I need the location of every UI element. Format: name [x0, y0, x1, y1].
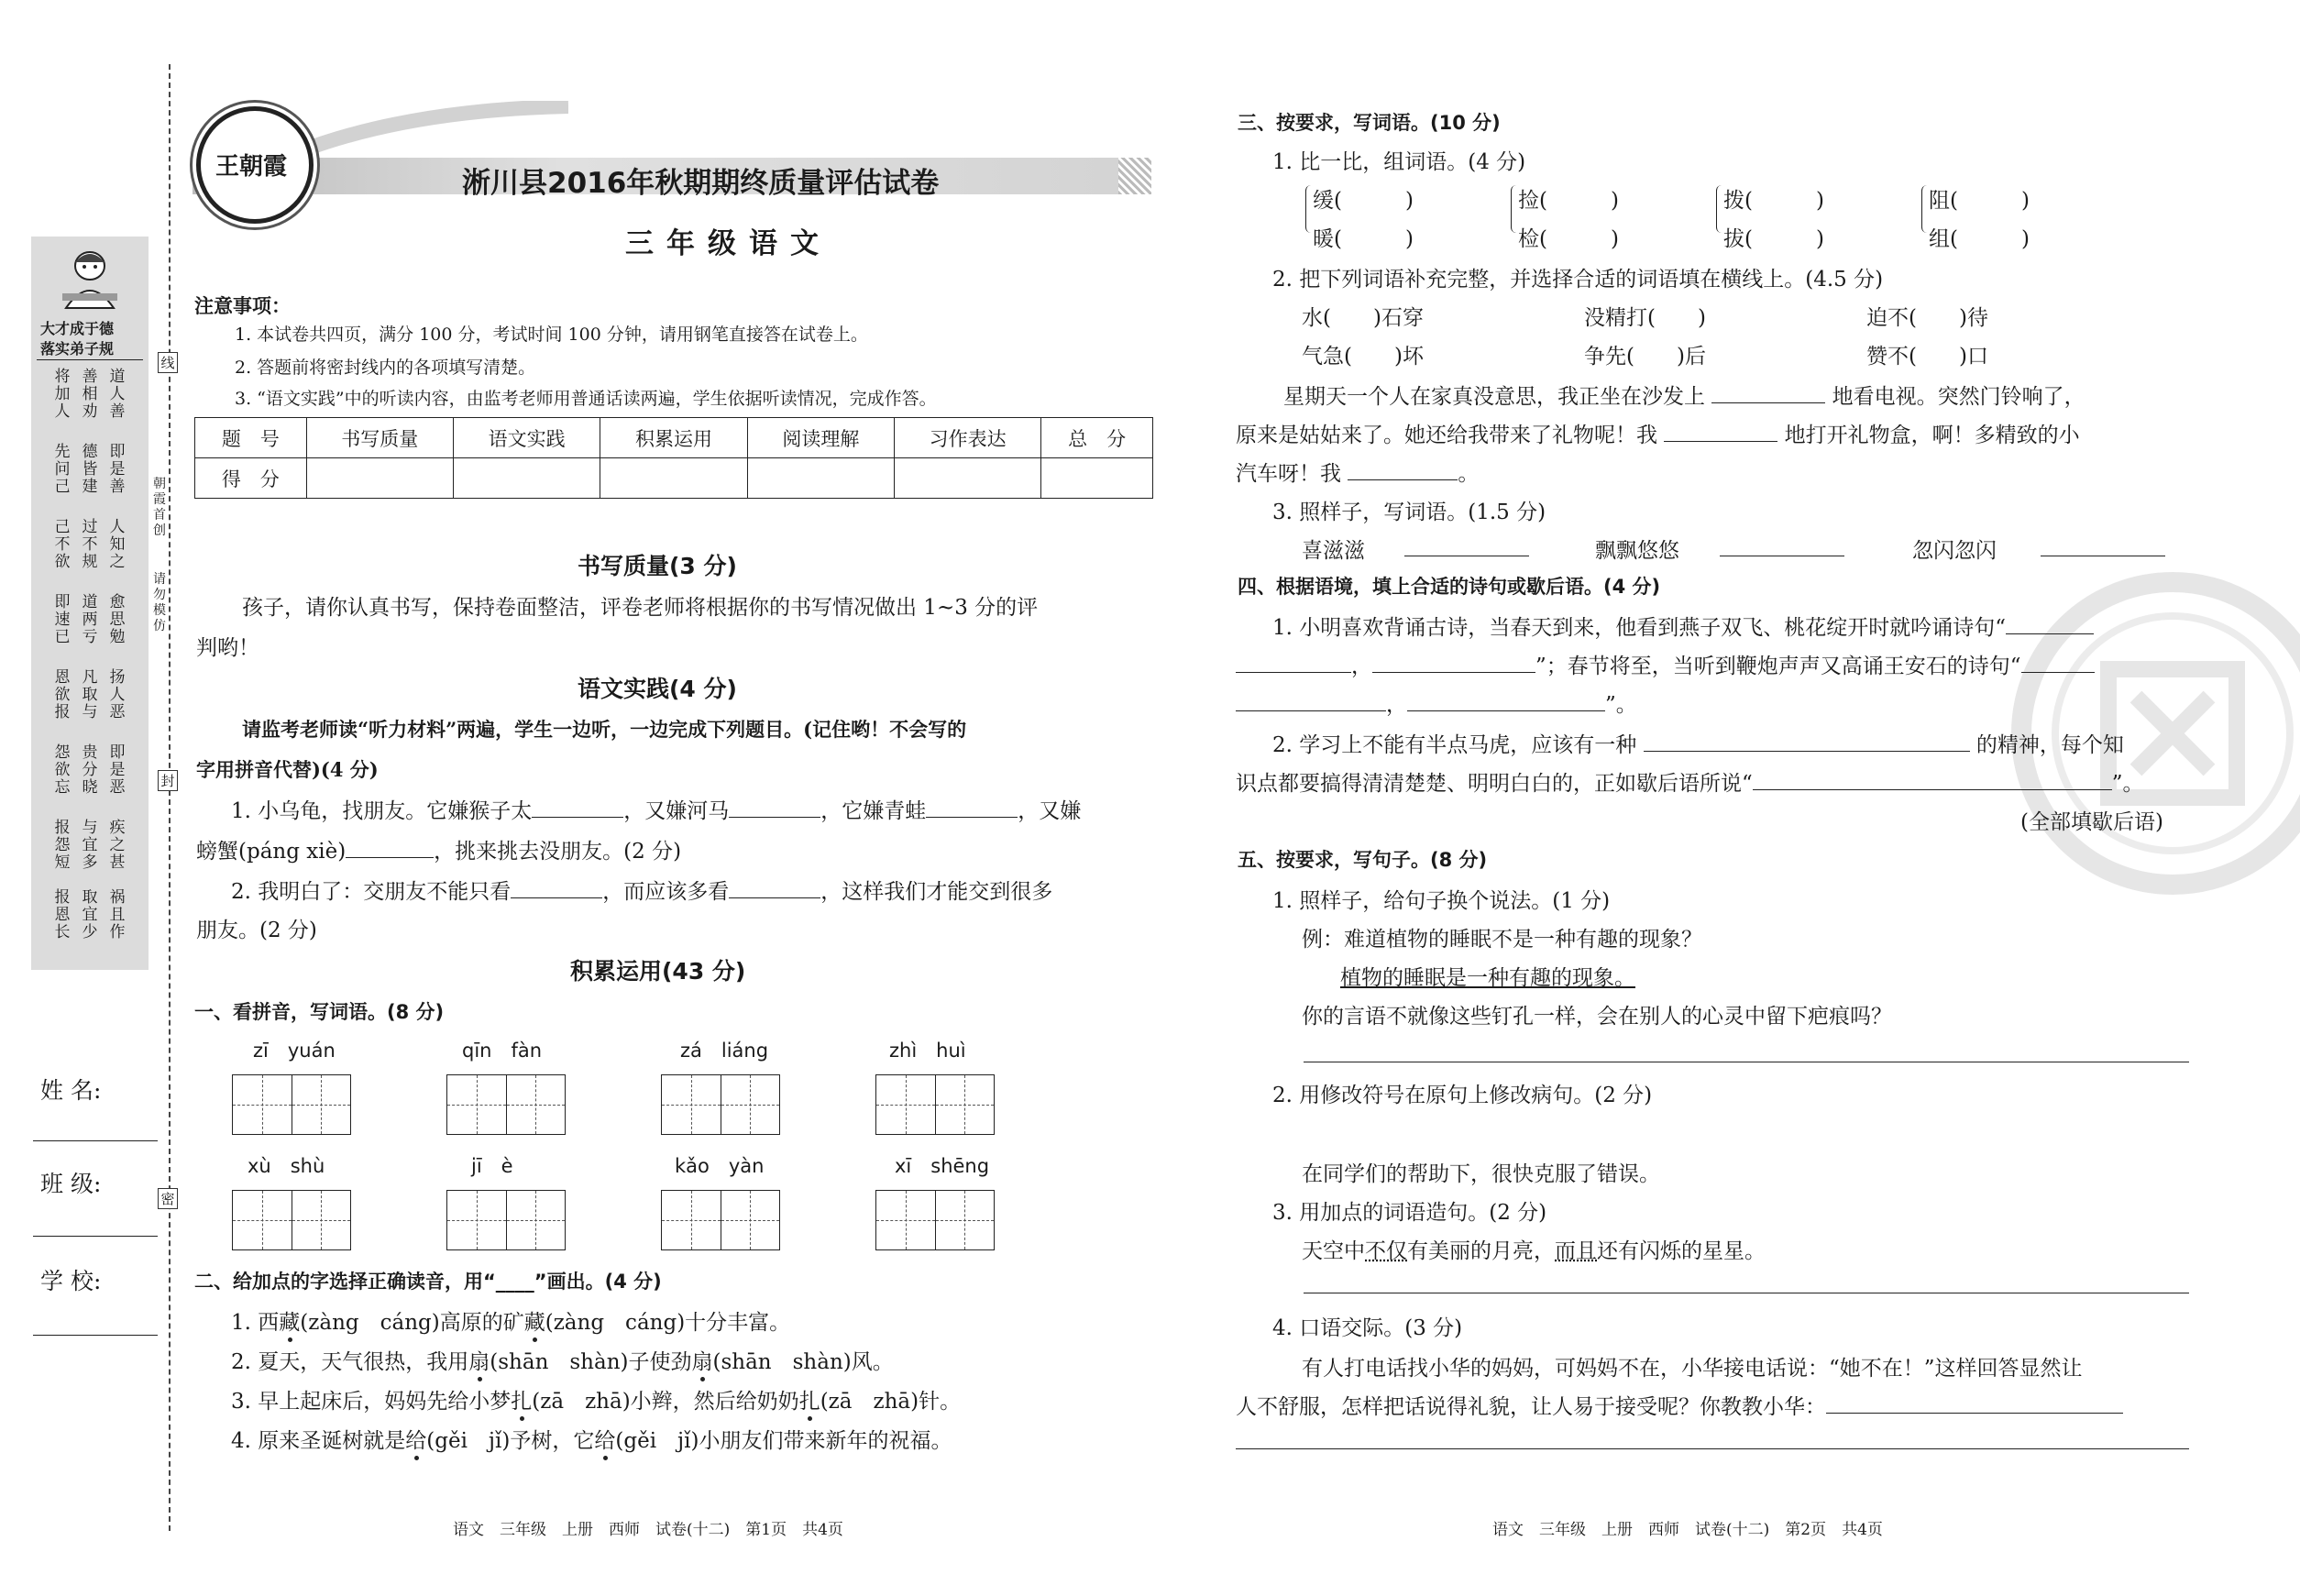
pronunciation-q1: 1. 西藏(zàng cáng)高原的矿藏(zàng cáng)十分丰富。	[231, 1311, 791, 1335]
accumulate-heading: 积累运用(43 分)	[570, 958, 746, 985]
logo-text: 王朝霞	[215, 153, 288, 181]
score-cell[interactable]	[895, 458, 1041, 499]
notice-heading: 注意事项：	[194, 294, 291, 317]
sentence-prompt: 你的言语不就像这些钉孔一样，会在别人的心灵中留下疤痕吗？	[1302, 1005, 1892, 1029]
idiom[interactable]: 气急( )坏	[1302, 345, 1424, 369]
practice-heading: 语文实践(4 分)	[578, 676, 737, 702]
question: 2. 把下列词语补充完整，并选择合适的词语填在横线上。(4.5 分)	[1272, 268, 1884, 292]
score-table	[194, 417, 1153, 499]
score-cell[interactable]	[306, 458, 453, 499]
pronunciation-q3: 3. 早上起床后，妈妈先给小梦扎(zā zhā)小辫，然后给奶奶扎(zā zhā)针。	[231, 1390, 962, 1414]
motto-col: 德皆建	[82, 443, 98, 496]
ribbon-decoration	[293, 101, 568, 156]
answer-blank[interactable]	[532, 797, 623, 818]
score-header: 书写质量	[306, 418, 453, 458]
motto-col: 己不欲	[54, 518, 71, 571]
score-header: 习作表达	[895, 418, 1041, 458]
character-box[interactable]	[446, 1190, 566, 1250]
story-line: 原来是姑姑来了。她还给我带来了礼物呢！我 地打开礼物盒，啊！多精致的小	[1236, 418, 2080, 448]
class-label: 班 级:	[40, 1171, 102, 1197]
example-answer: 植物的睡眠是一种有趣的现象。	[1340, 966, 1635, 990]
motto-col: 即是恶	[109, 743, 126, 797]
section-three-heading: 三、按要求，写词语。(10 分)	[1238, 112, 1501, 134]
character-box[interactable]	[446, 1074, 566, 1135]
compare-word[interactable]: 拔( )	[1723, 227, 1824, 251]
answer-blank[interactable]	[2021, 652, 2095, 673]
compare-word[interactable]: 检( )	[1518, 227, 1619, 251]
answer-blank[interactable]	[926, 797, 1018, 818]
answer-blank[interactable]	[1236, 652, 1351, 673]
compare-word[interactable]: 组( )	[1929, 227, 2030, 251]
score-header: 总 分	[1041, 418, 1153, 458]
seal-line	[169, 64, 171, 1531]
idiom[interactable]: 争先( )后	[1584, 345, 1706, 369]
compare-word[interactable]: 捡( )	[1518, 189, 1619, 213]
name-field[interactable]	[33, 1140, 158, 1141]
pinyin: xù shù	[248, 1155, 325, 1177]
motto-col: 道两亏	[82, 593, 98, 646]
practice-q1-line1: 1. 小乌龟，找朋友。它嫌猴子太 ，又嫌河马 ，它嫌青蛙 ，又嫌	[231, 794, 1081, 824]
writing-text: 孩子，请你认真书写，保持卷面整洁，评卷老师将根据你的书写情况做出 1~3 分的评	[242, 596, 1039, 620]
seal-mark: 密	[158, 1188, 178, 1209]
question: 2. 用修改符号在原句上修改病句。(2 分)	[1272, 1084, 1653, 1107]
idiom[interactable]: 迫不( )待	[1866, 306, 1988, 330]
motto-col: 疾之甚	[109, 819, 126, 872]
motto-col: 取宜少	[82, 888, 98, 941]
answer-blank[interactable]	[511, 877, 602, 898]
character-box[interactable]	[875, 1190, 995, 1250]
sentence-prompt: 天空中不仅有美丽的月亮，而且还有闪烁的星星。	[1302, 1239, 1766, 1263]
idiom[interactable]: 没精打( )	[1584, 306, 1706, 330]
title-band-dots	[1118, 158, 1151, 194]
answer-blank[interactable]	[1644, 731, 1970, 752]
example-word: 忽闪忽闪	[1912, 539, 1997, 563]
motto-col: 凡取与	[82, 668, 98, 721]
pinyin: zhì huì	[889, 1040, 966, 1062]
practice-intro: 请监考老师读“听力材料”两遍，学生一边听，一边完成下列题目。(记住哟！不会写的	[242, 718, 967, 741]
answer-blank[interactable]	[729, 877, 820, 898]
school-label: 学 校:	[40, 1268, 102, 1294]
pinyin: xī shēng	[895, 1155, 990, 1177]
question: 3. 用加点的词语造句。(2 分)	[1272, 1201, 1547, 1225]
answer-blank[interactable]	[1664, 421, 1777, 442]
score-header: 题 号	[195, 418, 307, 458]
motto-col: 贵分晓	[82, 743, 98, 797]
proverb-line: 2. 学习上不能有半点马虎，应该有一种 的精神，每个知	[1272, 728, 2124, 758]
answer-blank[interactable]	[1407, 690, 1605, 711]
answer-line[interactable]	[1236, 1448, 2189, 1449]
compare-word[interactable]: 阻( )	[1929, 189, 2030, 213]
practice-intro: 字用拼音代替)(4 分)	[196, 758, 379, 781]
answer-blank[interactable]	[1753, 769, 2112, 790]
answer-blank[interactable]	[1711, 382, 1825, 403]
subject-title: 三年级语文	[625, 227, 831, 260]
motto-col: 过不规	[82, 518, 98, 571]
side-note: 请勿模仿	[153, 572, 166, 633]
motto-col: 先问己	[54, 443, 71, 496]
pinyin: jī è	[471, 1155, 513, 1177]
motto-col: 即速已	[54, 593, 71, 646]
answer-blank[interactable]	[346, 837, 434, 858]
example-word: 喜滋滋	[1302, 539, 1365, 563]
motto-col: 愈思勉	[109, 593, 126, 646]
motto-col: 恩欲报	[54, 668, 71, 721]
practice-q2-line1: 2. 我明白了：交朋友不能只看 ，而应该多看 ，这样我们才能交到很多	[231, 875, 1052, 905]
score-header: 阅读理解	[747, 418, 894, 458]
compare-word[interactable]: 缓( )	[1313, 189, 1414, 213]
score-cell[interactable]	[747, 458, 894, 499]
character-box[interactable]	[875, 1074, 995, 1135]
idiom[interactable]: 赞不( )口	[1866, 345, 1988, 369]
motto-col: 怨欲忘	[54, 743, 71, 797]
seal-mark: 封	[158, 770, 178, 791]
motto-col: 祸且作	[109, 888, 126, 941]
score-cell[interactable]	[453, 458, 600, 499]
compare-word[interactable]: 暖( )	[1313, 227, 1414, 251]
story-line: 星期天一个人在家真没意思，我正坐在沙发上 地看电视。突然门铃响了，	[1283, 380, 2085, 410]
proverb-note: (全部填歇后语)	[2020, 810, 2163, 834]
practice-q2-line2: 朋友。(2 分)	[196, 919, 317, 942]
dialog-text: 人不舒服，怎样把话说得礼貌，让人易于接受呢？你教教小华：	[1236, 1390, 2123, 1420]
score-cell[interactable]	[600, 458, 747, 499]
motto-col: 与宜多	[82, 819, 98, 872]
score-header: 语文实践	[453, 418, 600, 458]
compare-word[interactable]: 拨( )	[1723, 189, 1824, 213]
section-one-heading: 一、看拼音，写词语。(8 分)	[194, 1001, 445, 1023]
character-box[interactable]	[661, 1190, 780, 1250]
example-sentence: 例：难道植物的睡眠不是一种有趣的现象？	[1302, 928, 1702, 952]
motto-col: 报恩长	[54, 888, 71, 941]
question: 1. 照样子，给句子换个说法。(1 分)	[1272, 889, 1611, 913]
left-footer: 语文 三年级 上册 西师 试卷(十二) 第1页 共4页	[453, 1521, 843, 1539]
pronunciation-q2: 2. 夏天，天气很热，我用扇(shān shàn)子使劲扇(shān shàn)风。	[231, 1350, 894, 1374]
answer-blank[interactable]	[1236, 690, 1386, 711]
character-box[interactable]	[232, 1074, 351, 1135]
question: 1. 比一比，组词语。(4 分)	[1272, 150, 1526, 174]
score-row-label: 得 分	[195, 458, 307, 499]
writing-text: 判哟！	[196, 636, 259, 660]
answer-blank[interactable]	[2006, 613, 2094, 634]
poem-line: ， ”；春节将至，当听到鞭炮声声又高诵王安石的诗句“	[1236, 649, 2095, 679]
pinyin: kǎo yàn	[675, 1155, 765, 1177]
character-box[interactable]	[232, 1190, 351, 1250]
motto-col: 扬人恶	[109, 668, 126, 721]
score-header: 积累运用	[600, 418, 747, 458]
question: 4. 口语交际。(3 分)	[1272, 1316, 1463, 1340]
logo-badge	[196, 106, 314, 224]
pinyin: qīn fàn	[462, 1040, 543, 1062]
pronunciation-q4: 4. 原来圣诞树就是给(gěi jǐ)予树，它给(gěi jǐ)小朋友们带来新年的祝福。	[231, 1429, 952, 1453]
child-figure-icon	[53, 246, 127, 310]
motto-top: 大才成于德	[40, 320, 115, 337]
answer-blank[interactable]	[1372, 652, 1535, 673]
question: 3. 照样子，写词语。(1.5 分)	[1272, 501, 1546, 524]
notice-item: 3. “语文实践”中的听读内容，由监考老师用普通话读两遍，学生依据听读情况，完成作答。	[235, 389, 937, 409]
motto-col: 道人善	[109, 368, 126, 421]
section-five-heading: 五、按要求，写句子。(8 分)	[1238, 849, 1488, 871]
pinyin: zá liáng	[680, 1040, 769, 1062]
side-note: 朝霞首创	[153, 477, 166, 538]
section-four-heading: 四、根据语境，填上合适的诗句或歇后语。(4 分)	[1238, 576, 1661, 598]
pinyin: zī yuán	[253, 1040, 336, 1062]
seal-mark: 线	[158, 352, 178, 373]
poem-line: ， ”。	[1236, 688, 1637, 718]
motto-bottom: 落实弟子规	[40, 340, 115, 358]
idiom[interactable]: 水( )石穿	[1302, 306, 1424, 330]
motto-col: 将加人	[54, 368, 71, 421]
character-box[interactable]	[661, 1074, 780, 1135]
score-cell[interactable]	[1041, 458, 1153, 499]
proverb-line: 识点都要搞得清清楚楚、明明白白的，正如歇后语所说“ ”。	[1236, 766, 2144, 797]
writing-heading: 书写质量(3 分)	[578, 553, 737, 579]
motto-col: 报怨短	[54, 819, 71, 872]
motto-divider	[37, 359, 143, 360]
answer-blank[interactable]	[729, 797, 820, 818]
answer-blank[interactable]	[1826, 1392, 2123, 1414]
name-label: 姓 名:	[40, 1077, 102, 1104]
notice-item: 1. 本试卷共四页，满分 100 分，考试时间 100 分钟，请用钢笔直接答在试卷上。	[235, 325, 868, 345]
answer-blank[interactable]	[1348, 459, 1458, 480]
motto-col: 人知之	[109, 518, 126, 571]
exam-title: 淅川县2016年秋期期终质量评估试卷	[462, 167, 940, 200]
motto-col: 即是善	[109, 443, 126, 496]
practice-q1-line2: 螃蟹(páng xiè) ，挑来挑去没朋友。(2 分)	[196, 834, 681, 864]
poem-line: 1. 小明喜欢背诵古诗，当春天到来，他看到燕子双飞、桃花绽开时就吟诵诗句“	[1272, 611, 2094, 641]
motto-col: 善相劝	[82, 368, 98, 421]
story-line: 汽车呀！我 。	[1236, 457, 1479, 487]
section-two-heading: 二、给加点的字选择正确读音，用“____”画出。(4 分)	[194, 1271, 662, 1293]
notice-item: 2. 答题前将密封线内的各项填写清楚。	[235, 358, 536, 378]
right-footer: 语文 三年级 上册 西师 试卷(十二) 第2页 共4页	[1492, 1521, 1883, 1539]
sentence-prompt[interactable]: 在同学们的帮助下，很快克服了错误。	[1302, 1162, 1660, 1186]
dialog-text: 有人打电话找小华的妈妈，可妈妈不在，小华接电话说：“她不在！”这样回答显然让	[1302, 1357, 2083, 1381]
example-word: 飘飘悠悠	[1595, 539, 1679, 563]
class-field[interactable]	[33, 1236, 158, 1237]
school-field[interactable]	[33, 1335, 158, 1336]
